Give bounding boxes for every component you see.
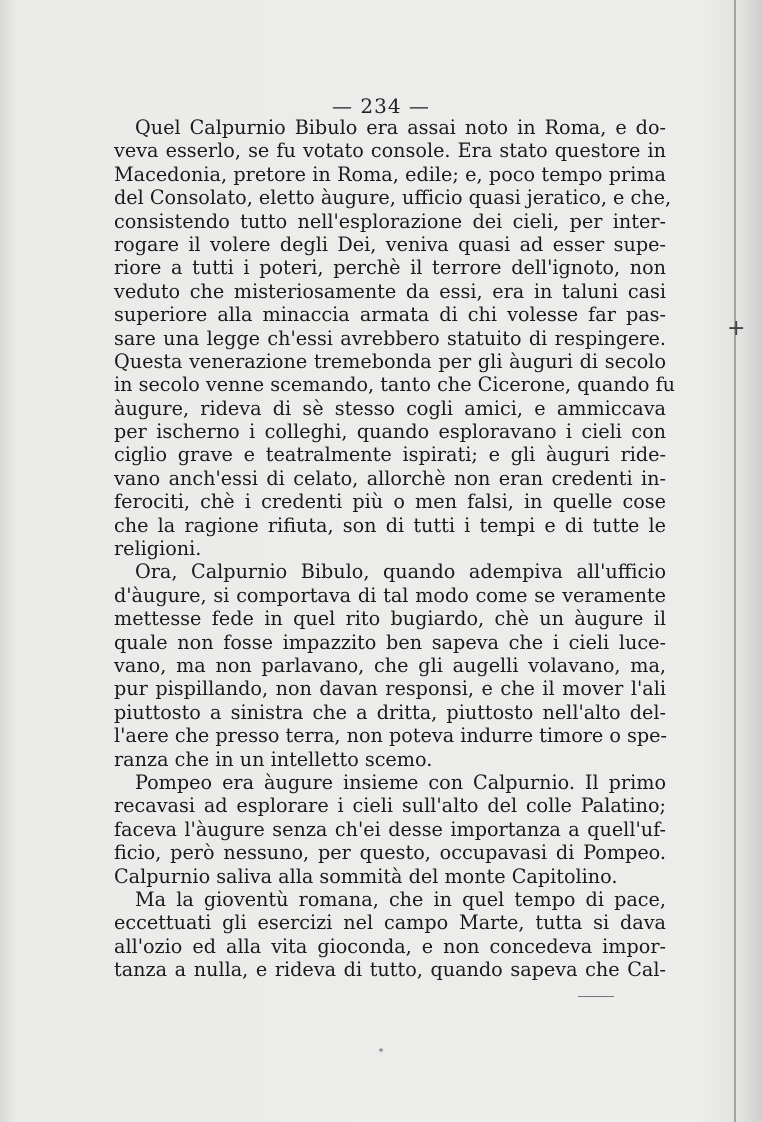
text-line: ferociti, chè i credenti più o men falsi, in quelle cose: [114, 490, 666, 514]
text-line: eccettuati gli esercizi nel campo Marte, tutta si dava: [114, 911, 666, 935]
text-line: Ma la gioventù romana, che in quel tempo di pace,: [135, 887, 666, 911]
text-line: superiore alla minaccia armata di chi volesse far pas-: [114, 303, 666, 327]
text-line: sare una legge ch'essi avrebbero statuito di respingere.: [114, 326, 666, 350]
text-line: recavasi ad esplorare i cieli sull'alto del colle Palatino;: [114, 794, 666, 818]
text-line: per ischerno i colleghi, quando esploravano i cieli con: [114, 420, 666, 444]
body-text: [114, 116, 676, 982]
text-line: all'ozio ed alla vita gioconda, e non concedeva impor-: [114, 934, 666, 958]
text-line: pur pispillando, non davan responsi, e che il mover l'ali: [114, 677, 666, 701]
text-line: ranza che in un intelletto scemo.: [114, 747, 433, 771]
text-line: rogare il volere degli Dei, veniva quasi ad esser supe-: [114, 232, 666, 256]
text-line: d'àugure, si comportava di tal modo come se veramente: [114, 583, 666, 607]
text-line: consistendo tutto nell'esplorazione dei cieli, per inter-: [114, 209, 666, 233]
text-line: vano, ma non parlavano, che gli augelli volavano, ma,: [114, 653, 666, 677]
text-line: tanza a nulla, e rideva di tutto, quando sapeva che Cal-: [114, 958, 666, 982]
text-line: in secolo venne scemando, tanto che Cicerone, quando fu: [114, 373, 676, 397]
text-line: quale non fosse impazzito ben sapeva che i cieli luce-: [114, 630, 666, 654]
text-line: che la ragione rifiuta, son di tutti i tempi e di tutte le: [114, 513, 666, 537]
text-line: Quel Calpurnio Bibulo era assai noto in Roma, e do-: [135, 116, 666, 139]
text-line: Questa venerazione tremebonda per gli àuguri di secolo: [114, 349, 666, 373]
page-number: — 234 —: [332, 94, 430, 118]
text-line: Pompeo era àugure insieme con Calpurnio. Il primo: [135, 770, 666, 794]
text-line: veduto che misteriosamente da essi, era in taluni casi: [114, 279, 666, 303]
text-line: ciglio grave e teatralmente ispirati; e gli àuguri ride-: [114, 443, 666, 467]
text-line: Ora, Calpurnio Bibulo, quando adempiva all'ufficio: [135, 560, 666, 584]
page-edge-shadow: [734, 0, 736, 1122]
printer-signature: *: [378, 1048, 384, 1058]
margin-mark: +: [727, 316, 746, 341]
text-line: ficio, però nessuno, per questo, occupavasi di Pompeo.: [114, 841, 666, 865]
text-line: del Consolato, eletto àugure, ufficio quasi jeratico, e che,: [114, 186, 672, 210]
text-line: religioni.: [114, 537, 202, 561]
text-line: piuttosto a sinistra che a dritta, piuttosto nell'alto del-: [114, 700, 666, 724]
text-line: mettesse fede in quel rito bugiardo, chè un àugure il: [114, 607, 666, 631]
text-line: veva esserlo, se fu votato console. Era stato questore in: [114, 139, 666, 163]
text-line: riore a tutti i poteri, perchè il terrore dell'ignoto, non: [114, 256, 666, 280]
text-line: l'aere che presso terra, non poteva indurre timore o spe-: [114, 724, 668, 748]
text-line: Calpurnio saliva alla sommità del monte Capitolino.: [114, 864, 618, 888]
text-line: faceva l'àugure senza ch'ei desse importanza a quell'uf-: [114, 817, 666, 841]
text-line: àugure, rideva di sè stesso cogli amici, e ammiccava: [114, 396, 666, 420]
stray-dash: [578, 996, 614, 997]
text-line: vano anch'essi di celato, allorchè non eran credenti in-: [114, 466, 666, 490]
text-line: Macedonia, pretore in Roma, edile; e, poco tempo prima: [114, 162, 666, 186]
